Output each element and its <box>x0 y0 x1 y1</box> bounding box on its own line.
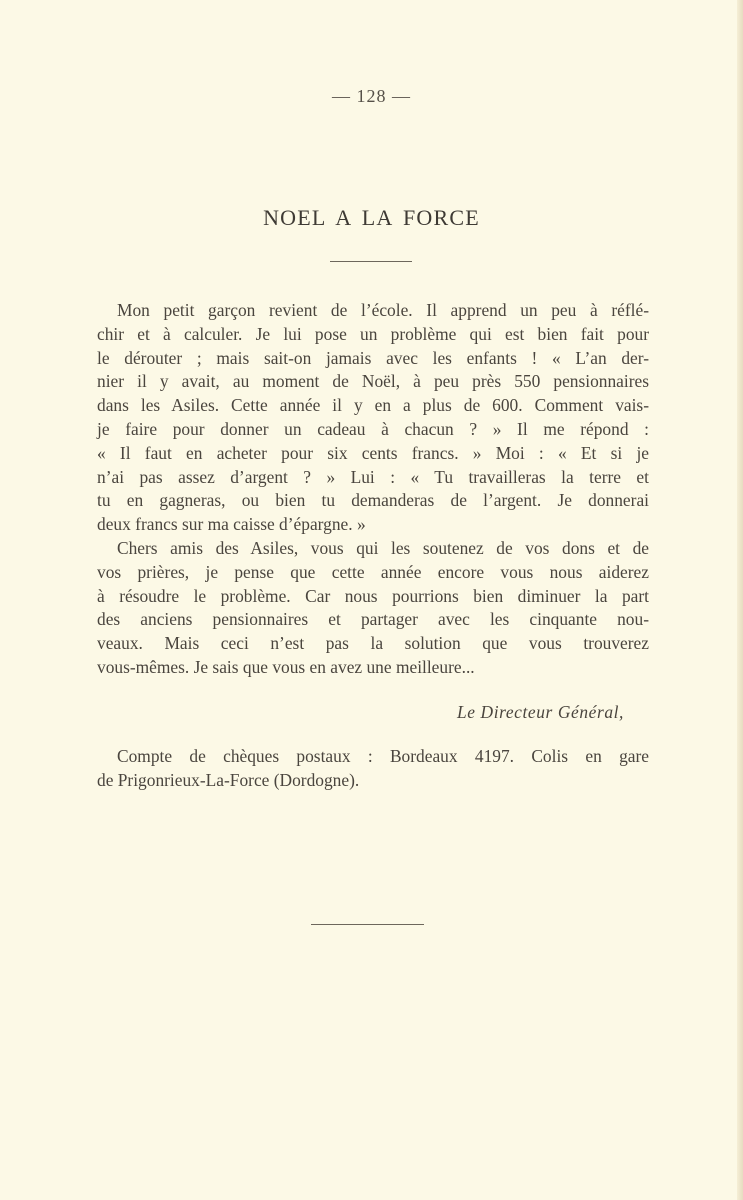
text-line: vos prières, je pense que cette année encore vous nous aiderez <box>97 561 649 582</box>
title-divider <box>330 261 412 262</box>
text-line: chir et à calculer. Je lui pose un problème qui est bien fait pour <box>97 323 649 344</box>
text-line: dans les Asiles. Cette année il y en a plus de 600. Comment vais- <box>97 395 649 416</box>
paragraph-1 <box>97 299 649 537</box>
text-line: de Prigonrieux-La-Force (Dordogne). <box>97 769 360 790</box>
text-line: deux francs sur ma caisse d’épargne. » <box>97 514 366 535</box>
page-number: — 128 — <box>332 86 411 106</box>
text-line: nier il y avait, au moment de Noël, à peu près 550 pensionnaires <box>97 371 649 392</box>
end-divider <box>311 924 424 925</box>
paragraph-3 <box>97 745 649 793</box>
text-line: tu en gagneras, ou bien tu demanderas de l’argent. Je donnerai <box>97 490 649 511</box>
text-line: Compte de chèques postaux : Bordeaux 4197. Colis en gare <box>117 746 649 766</box>
paragraph-2 <box>97 537 649 680</box>
article-title: NOEL A LA FORCE <box>263 205 480 230</box>
text-line: vous-mêmes. Je sais que vous en avez une meilleure... <box>97 656 475 677</box>
signature: Le Directeur Général, <box>457 702 624 722</box>
text-line: Mon petit garçon revient de l’école. Il apprend un peu à réflé- <box>117 300 649 320</box>
text-line: des anciens pensionnaires et partager avec les cinquante nou- <box>97 609 649 630</box>
page-edge-shadow <box>737 0 743 1200</box>
text-line: « Il faut en acheter pour six cents francs. » Moi : « Et si je <box>97 442 649 463</box>
text-line: je faire pour donner un cadeau à chacun ? » Il me répond : <box>97 418 649 439</box>
text-line: veaux. Mais ceci n’est pas la solution que vous trouverez <box>97 633 649 654</box>
text-line: Chers amis des Asiles, vous qui les soutenez de vos dons et de <box>117 538 649 558</box>
text-line: le dérouter ; mais sait-on jamais avec les enfants ! « L’an der- <box>97 347 649 368</box>
text-line: à résoudre le problème. Car nous pourrions bien diminuer la part <box>97 585 649 606</box>
text-line: n’ai pas assez d’argent ? » Lui : « Tu travailleras la terre et <box>97 466 649 487</box>
